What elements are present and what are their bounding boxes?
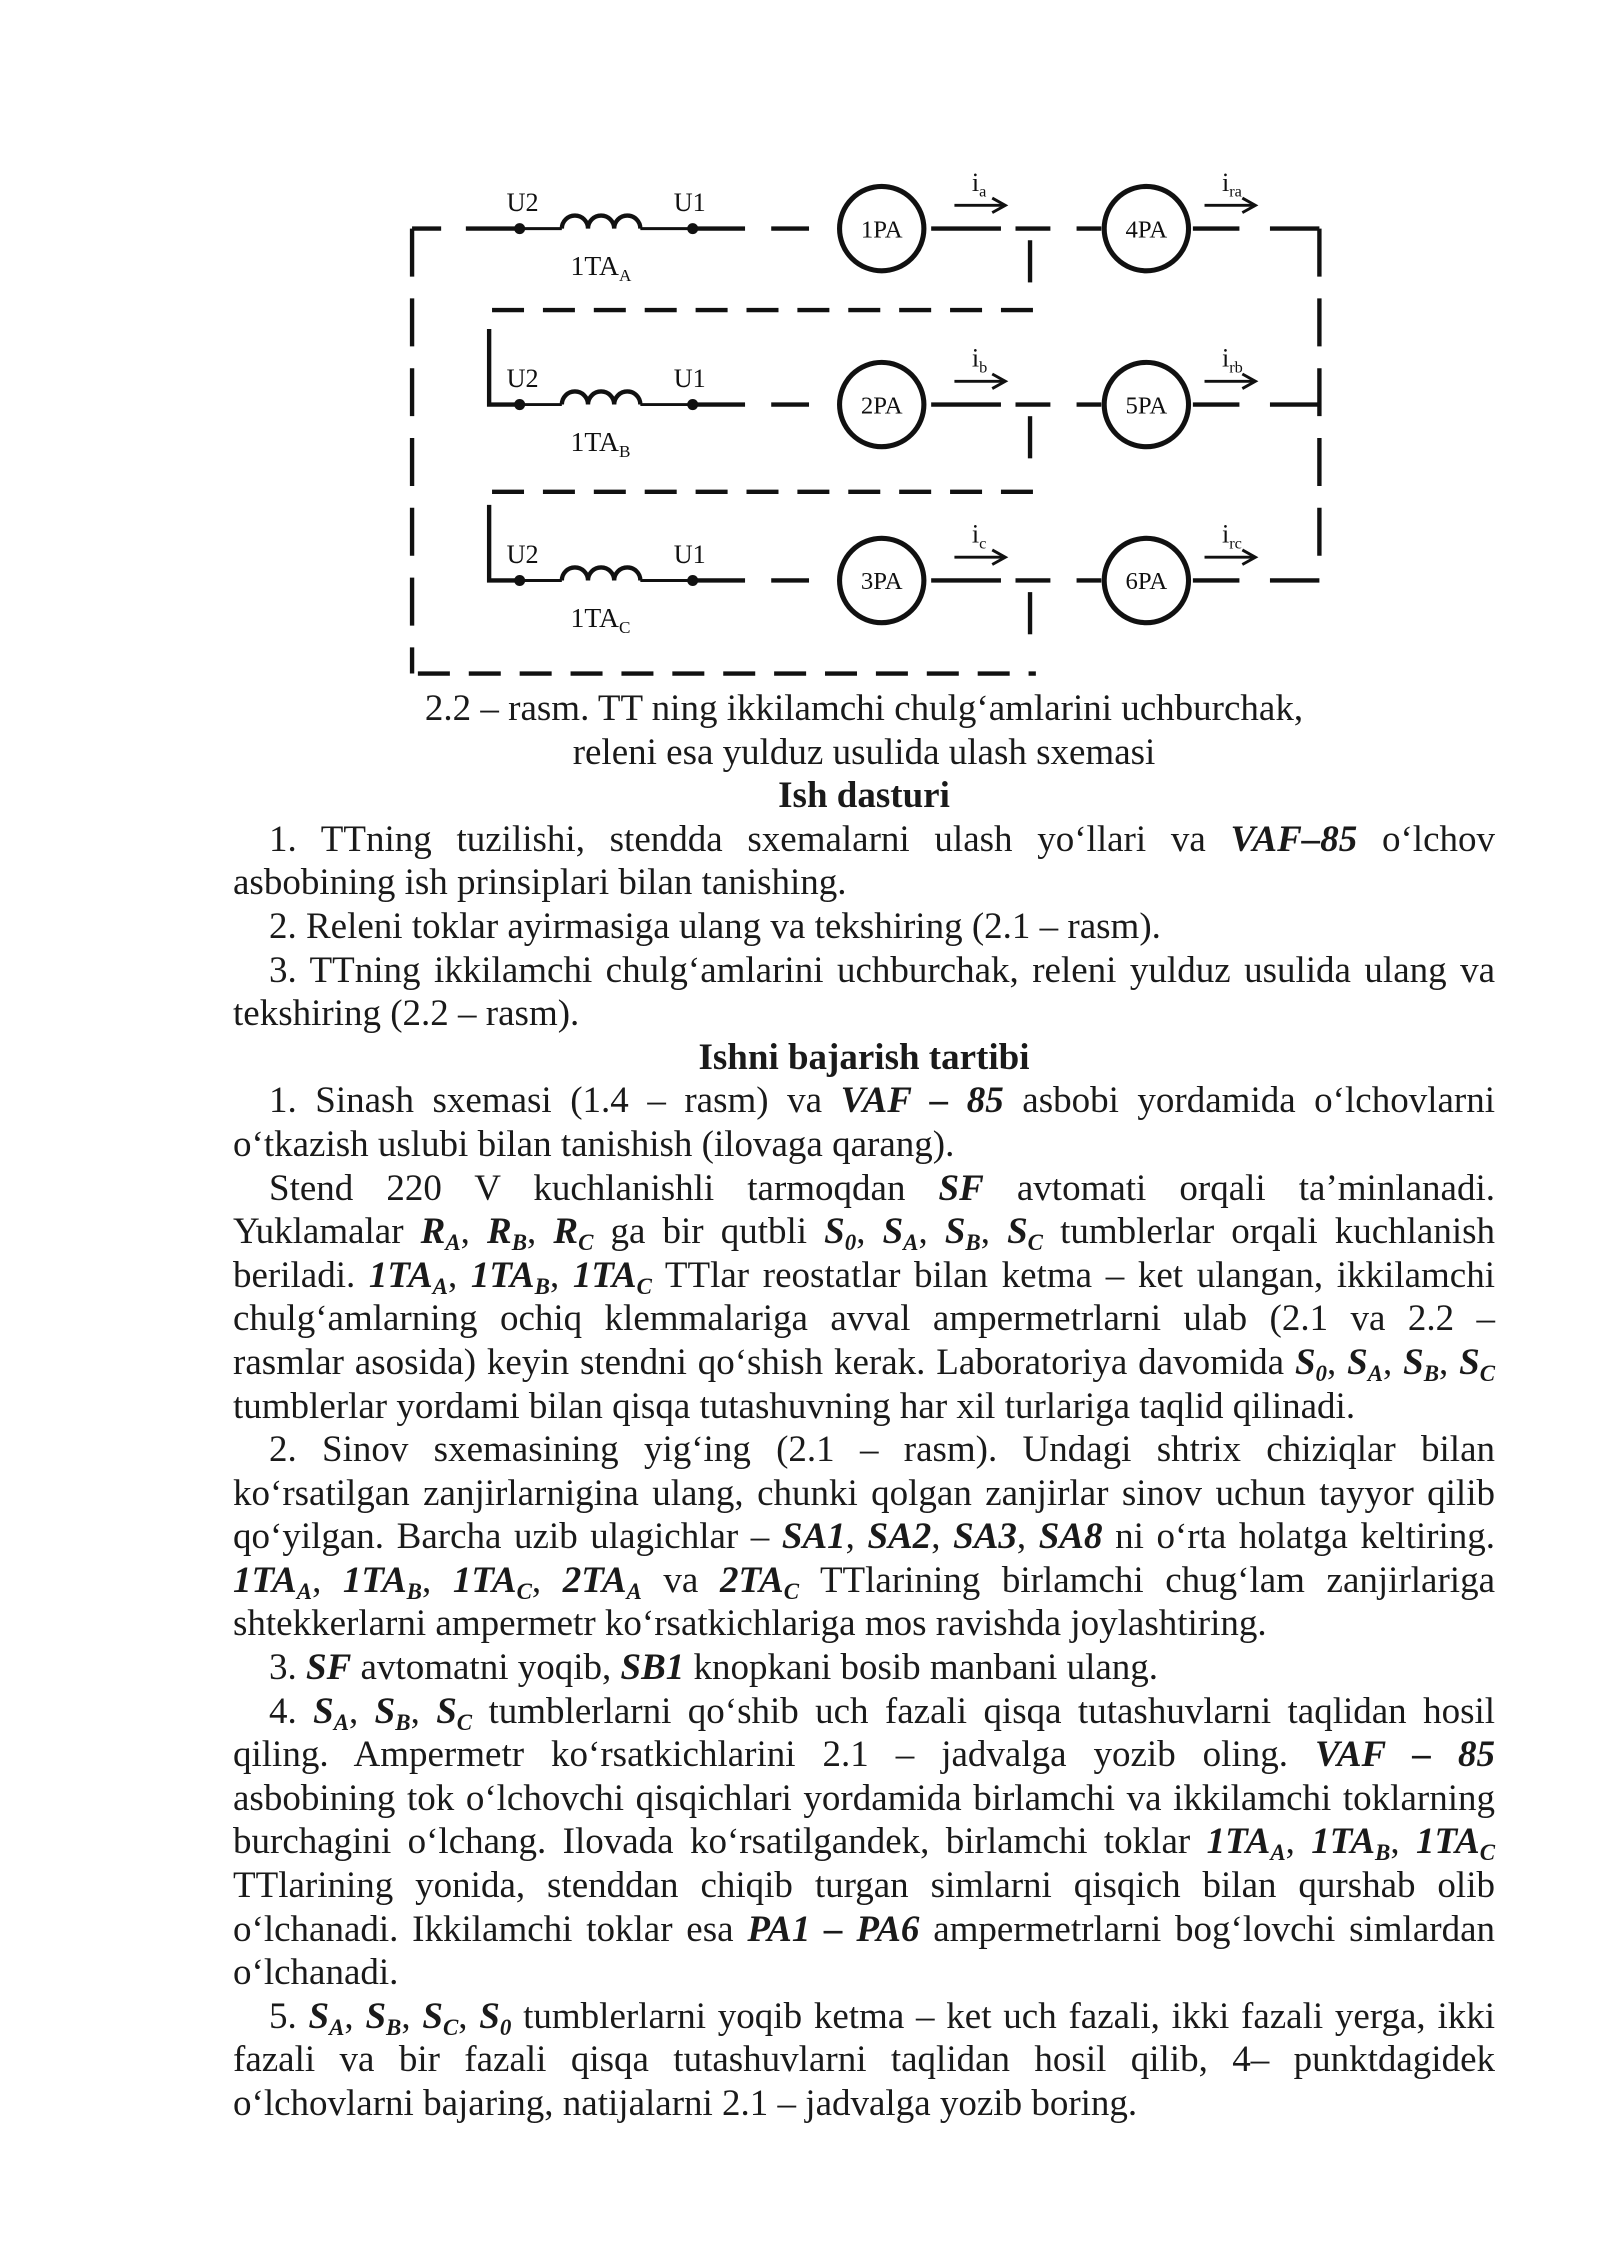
text-run: , [312, 1559, 343, 1601]
paragraph-line [233, 1428, 1495, 1472]
text-run: fazali va bir fazali qisqa tutashuvlarni taqlidan hosil qilib, 4– punktdagidek [233, 2039, 1495, 2081]
current-transformer-label-subscript: B [618, 442, 631, 462]
text-run: o‘tkazish uslubi bilan tanishish (ilovaga qarang). [233, 1123, 955, 1165]
paragraph-line [233, 1515, 1495, 1559]
emphasis-text: 2TA [562, 1559, 627, 1601]
ammeter-label [1126, 216, 1168, 243]
subscript-text: C [516, 1578, 532, 1604]
line-text [233, 993, 579, 1034]
subscript-text: B [1423, 1360, 1440, 1386]
section-heading: Ishni bajarish tartibi [698, 1036, 1030, 1078]
line-text [269, 1995, 1496, 2040]
paragraph-line [233, 1908, 1495, 1952]
emphasis-text: SA3 [953, 1516, 1017, 1558]
winding-terminal-label-main: U1 [673, 540, 706, 570]
text-run: TTlarining birlamchi chug‘lam zanjirlariga [799, 1559, 1495, 1601]
text-run: 2. Releni toklar ayirmasiga ulang va tekshiring (2.1 – rasm). [269, 905, 1161, 947]
emphasis-text: S [1347, 1341, 1368, 1383]
subscript-text: B [511, 1230, 528, 1255]
current-transformer-label [571, 602, 631, 637]
text-run: tumblerlarni yoqib ketma – ket uch fazali, ikki fazali yerga, ikki [511, 1995, 1496, 2037]
text-run: asbobining tok o‘lchovchi qisqichlari yordamida birlamchi va ikkilamchi toklarning [233, 1777, 1495, 1819]
line-text [233, 1559, 1495, 1604]
text-run: 1. TTning tuzilishi, stendda sxemalarni ulash yo‘llari va [269, 818, 1231, 860]
section-heading: Ish dasturi [778, 775, 950, 817]
current-transformer-label-subscript: A [618, 266, 632, 286]
line-text [233, 1254, 1495, 1299]
ammeter-label [861, 568, 903, 595]
line-text [233, 2039, 1495, 2080]
current-label-main: i [1221, 167, 1230, 197]
paragraph-line [233, 1733, 1495, 1777]
line-text [233, 1778, 1495, 1819]
text-run: tekshiring (2.2 – rasm). [233, 993, 580, 1035]
text-run: o‘lchov [1357, 818, 1495, 860]
text-run: , [1390, 1821, 1416, 1863]
line-text [269, 819, 1495, 860]
ammeter-label-main: 4PA [1125, 216, 1168, 244]
circuit-row [489, 505, 1319, 637]
text-run: Stend 220 V kuchlanishli tarmoqdan [269, 1167, 939, 1209]
transformer-winding [562, 391, 641, 404]
emphasis-text: SA1 [781, 1516, 846, 1558]
subscript-text: A [903, 1230, 919, 1255]
subscript-text: C [456, 1709, 473, 1735]
line-text [269, 1690, 1496, 1735]
ammeter-label-main: 2PA [860, 392, 903, 420]
emphasis-text: SF [938, 1167, 984, 1209]
emphasis-text: S [824, 1211, 845, 1253]
emphasis-text: S [365, 1995, 387, 2037]
emphasis-text: S [1007, 1211, 1028, 1253]
paragraph-line [233, 1341, 1495, 1385]
winding-terminal-label-main: U2 [506, 364, 539, 394]
line-text [233, 1298, 1495, 1339]
text-run: avtomati orqali ta’minlanadi. [983, 1167, 1495, 1209]
text-run: , [410, 1690, 437, 1732]
line-text [269, 906, 1161, 947]
emphasis-text: S [422, 1995, 443, 2037]
text-run: , [460, 1211, 488, 1253]
text-body [233, 687, 1495, 2126]
emphasis-text: 1TA [368, 1254, 433, 1296]
circuit-row [489, 329, 1319, 461]
emphasis-text: SF [306, 1647, 352, 1689]
paragraph-line [233, 1559, 1495, 1603]
emphasis-text: SA2 [867, 1516, 932, 1558]
emphasis-text: 1TA [452, 1559, 517, 1601]
line-text [233, 1734, 1495, 1775]
ammeter-label [861, 216, 903, 243]
winding-terminal-label [674, 540, 706, 569]
line-text [233, 1341, 1496, 1386]
winding-terminal-label-main: U1 [673, 364, 706, 394]
current-label-subscript: b [979, 357, 988, 377]
line-text [269, 1429, 1495, 1470]
text-run: ampermetrlarni bog‘lovchi simlardan [919, 1908, 1495, 1950]
line-text [233, 2083, 1137, 2124]
current-label [1222, 168, 1242, 201]
current-label [972, 168, 987, 201]
subscript-text: B [1375, 1840, 1391, 1866]
text-run: TTlar reostatlar bilan ketma – ket ulangan, ikkilamchi [651, 1254, 1495, 1296]
text-run: , [1327, 1341, 1348, 1383]
current-label-main: i [971, 167, 980, 197]
current-label-main: i [971, 519, 980, 549]
subscript-text: B [965, 1230, 981, 1255]
paragraph-line [233, 1210, 1495, 1254]
text-run: , [856, 1211, 883, 1253]
line-text [233, 1952, 398, 1993]
paragraph-line [233, 1079, 1495, 1123]
paragraph-line [233, 1167, 1495, 1211]
text-run: , [1285, 1821, 1312, 1863]
text-run: va [641, 1559, 720, 1601]
line-text [269, 1647, 1158, 1688]
line-text [269, 1168, 1495, 1209]
text-run: , [549, 1254, 573, 1296]
text-run: tumblerlar orqali kuchlanish [1042, 1211, 1496, 1253]
paragraph-line [233, 949, 1495, 993]
ammeter-label [1126, 392, 1168, 419]
subscript-text: A [329, 2014, 345, 2040]
ammeter-label-main: 6PA [1125, 568, 1168, 596]
line-text [233, 1603, 1267, 1644]
emphasis-text: SA8 [1038, 1516, 1103, 1558]
winding-terminal-label [674, 364, 706, 393]
subscript-text: C [783, 1578, 800, 1604]
text-run: rasmlar asosida) keyin stendni qo‘shish kerak. Laboratoriya davomida [233, 1341, 1295, 1383]
text-run: , [845, 1516, 868, 1558]
paragraph-line [233, 1472, 1495, 1516]
emphasis-text: R [420, 1211, 446, 1253]
current-label-subscript: a [979, 181, 987, 201]
emphasis-text: 1TA [342, 1559, 407, 1601]
emphasis-text: SB1 [620, 1647, 685, 1689]
figure-caption-line: releni esa yulduz usulida ulash sxemasi [572, 731, 1156, 773]
text-run: 2. Sinov sxemasining yig‘ing (2.1 – rasm). Undagi shtrix chiziqlar bilan [269, 1429, 1495, 1471]
paragraph-line [233, 992, 1495, 1036]
emphasis-text: R [553, 1211, 579, 1253]
text-run: o‘lchanadi. [233, 1952, 399, 1994]
winding-terminal-label-main: U2 [506, 540, 539, 570]
subscript-text: 0 [499, 2014, 512, 2040]
current-label [1222, 520, 1242, 553]
text-run: , [401, 1995, 423, 2037]
emphasis-text: VAF – 85 [1314, 1734, 1495, 1776]
text-run: 5. [269, 1995, 309, 2037]
current-transformer-label-main: 1TA [570, 602, 619, 634]
paragraph-line [233, 1864, 1495, 1908]
line-text [269, 1080, 1495, 1121]
subscript-text: C [1027, 1230, 1043, 1255]
winding-terminal-label [507, 540, 539, 569]
paragraph-line [233, 861, 1495, 905]
current-transformer-label-main: 1TA [570, 250, 619, 282]
paragraph-line [233, 1602, 1495, 1646]
line-text [233, 1865, 1495, 1906]
text-run: , [344, 1995, 366, 2037]
line-text [233, 1473, 1495, 1514]
transformer-winding [562, 216, 641, 229]
emphasis-text: 1TA [233, 1559, 297, 1601]
subscript-text: B [386, 2014, 402, 2040]
text-run: , [1439, 1341, 1460, 1383]
text-run: , [931, 1516, 954, 1558]
emphasis-text: R [487, 1211, 512, 1253]
emphasis-text: 1TA [1415, 1821, 1480, 1863]
winding-terminal-label [507, 188, 539, 217]
ammeter-label [1126, 568, 1168, 595]
current-label [1222, 344, 1243, 377]
winding-terminal-label [674, 188, 706, 217]
line-text [269, 950, 1495, 991]
text-run: 4. [269, 1690, 314, 1732]
current-transformer-label [571, 426, 631, 461]
emphasis-text: PA1 – PA6 [747, 1908, 920, 1950]
current-label-main: i [1221, 343, 1230, 373]
line-text [233, 1516, 1495, 1557]
text-run: , [531, 1559, 563, 1601]
subscript-text: A [432, 1273, 448, 1299]
text-run: 3. TTning ikkilamchi chulg‘amlarini uchburchak, releni yulduz usulida ulang va [269, 949, 1495, 991]
circuit-frame [412, 229, 1319, 674]
text-run: tumblerlar yordami bilan qisqa tutashuvning har xil turlariga taqlid qilinadi. [233, 1385, 1356, 1427]
current-label [972, 344, 987, 377]
emphasis-text: S [1294, 1341, 1316, 1383]
line-text [233, 1386, 1355, 1427]
text-run: 1. Sinash sxemasi (1.4 – rasm) va [269, 1080, 841, 1122]
text-run: ko‘rsatilgan zanjirlarnigina ulang, chunki qolgan zanjirlar sinov uchun tayyor qilib [233, 1472, 1495, 1514]
emphasis-text: S [944, 1211, 966, 1253]
text-run: , [349, 1690, 375, 1732]
ammeter-label-main: 1PA [860, 216, 903, 244]
text-run: shtekkerlarni ampermetr ko‘rsatkichlariga mos ravishda joylashtiring. [233, 1603, 1267, 1645]
emphasis-text: 1TA [1311, 1821, 1376, 1863]
current-label-subscript: ra [1229, 181, 1242, 201]
text-run: , [918, 1211, 945, 1253]
line-text [233, 1821, 1496, 1866]
subscript-text: C [1479, 1360, 1496, 1386]
text-run: tumblerlarni qo‘shib uch fazali qisqa tutashuvlarni taqlidan hosil [472, 1690, 1496, 1732]
paragraph-line [233, 1123, 1495, 1167]
current-transformer-label-subscript: C [618, 618, 631, 638]
emphasis-text: 1TA [1206, 1821, 1271, 1863]
text-run: , [527, 1211, 554, 1253]
figure-caption-line: 2.2 – rasm. TT ning ikkilamchi chulg‘amlarini uchburchak, [424, 688, 1304, 729]
paragraph-line [233, 905, 1495, 949]
ammeter-label [861, 392, 903, 419]
subscript-text: A [626, 1578, 642, 1604]
subscript-text: C [442, 2014, 459, 2040]
paragraph-line [233, 1995, 1495, 2039]
subscript-text: C [578, 1230, 594, 1255]
text-run: qiling. Ampermetr ko‘rsatkichlarini 2.1 – jadvalga yozib oling. [233, 1734, 1315, 1776]
emphasis-text: VAF–85 [1230, 818, 1358, 860]
text-run: burchagini o‘lchang. Ilovada ko‘rsatilgandek, birlamchi toklar [233, 1821, 1207, 1863]
emphasis-text: S [313, 1690, 334, 1732]
text-run: , [1383, 1341, 1404, 1383]
winding-terminal-label [507, 364, 539, 393]
text-run: knopkani bosib manbani ulang. [684, 1647, 1159, 1689]
current-transformer-label [571, 250, 632, 285]
text-run: asbobi yordamida o‘lchovlarni [1003, 1080, 1496, 1122]
text-run: 3. [269, 1647, 306, 1689]
subscript-text: C [1479, 1840, 1496, 1866]
text-run: , [458, 1995, 480, 2037]
current-label-subscript: rb [1229, 357, 1243, 377]
emphasis-text: S [882, 1211, 904, 1253]
circuit-diagram [393, 153, 1353, 691]
emphasis-text: S [436, 1690, 457, 1732]
paragraph-line [233, 1385, 1495, 1429]
subscript-text: 0 [1315, 1360, 1327, 1386]
text-run: o‘lchanadi. Ikkilamchi toklar esa [233, 1908, 748, 1950]
emphasis-text: 2TA [719, 1559, 784, 1601]
emphasis-text: S [308, 1995, 330, 2037]
text-run: TTlarining yonida, stenddan chiqib turgan simlarni qisqich bilan qurshab olib [233, 1865, 1495, 1907]
text-run: Yuklamalar [233, 1211, 421, 1253]
current-label-subscript: c [979, 533, 987, 553]
line-text [233, 1909, 1495, 1950]
subscript-text: A [1270, 1840, 1286, 1866]
text-run: , [1016, 1516, 1039, 1558]
paragraph-line [233, 2038, 1495, 2082]
emphasis-text: S [1459, 1341, 1480, 1383]
emphasis-text: S [374, 1690, 396, 1732]
current-label-subscript: rc [1229, 533, 1242, 553]
current-label-main: i [971, 343, 980, 373]
winding-terminal-label-main: U1 [673, 188, 706, 218]
ammeter-label-main: 5PA [1125, 392, 1168, 420]
subscript-text: C [636, 1273, 652, 1299]
text-run: qo‘yilgan. Barcha uzib ulagichlar – [233, 1516, 782, 1558]
paragraph-line [233, 1820, 1495, 1864]
paragraph-line [233, 1690, 1495, 1734]
current-label [972, 520, 987, 553]
line-text [233, 1211, 1496, 1255]
paragraph-line [233, 1254, 1495, 1298]
subscript-text: A [296, 1578, 313, 1604]
ammeter-label-main: 3PA [860, 568, 903, 596]
paragraph-line [233, 1646, 1495, 1690]
text-run: , [421, 1559, 453, 1601]
paragraph-line [233, 1777, 1495, 1821]
text-run: ga bir qutbli [593, 1211, 825, 1253]
text-run: chulg‘amlarning ochiq klemmalariga avval ampermetrlarni ulab (2.1 va 2.2 – [233, 1298, 1495, 1340]
transformer-winding [562, 567, 641, 580]
text-run: ni o‘rta holatga keltiring. [1102, 1516, 1496, 1558]
subscript-text: A [333, 1709, 350, 1735]
text-run: asbobining ish prinsiplari bilan tanishing. [233, 862, 847, 904]
text-run: beriladi. [233, 1254, 369, 1296]
text-run: o‘lchovlarni bajaring, natijalarni 2.1 – jadvalga yozib boring. [233, 2083, 1138, 2124]
text-run: , [980, 1211, 1008, 1253]
subscript-text: B [406, 1578, 422, 1604]
subscript-text: 0 [844, 1230, 857, 1255]
emphasis-text: 1TA [572, 1254, 637, 1296]
subscript-text: B [395, 1709, 411, 1735]
circuit-row [466, 168, 1320, 285]
text-run: avtomatni yoqib, [351, 1647, 621, 1689]
subscript-text: A [1367, 1360, 1384, 1386]
paragraph-line [233, 1297, 1495, 1341]
current-transformer-label-main: 1TA [570, 426, 619, 458]
text-run: , [447, 1254, 471, 1296]
emphasis-text: S [479, 1995, 500, 2037]
paragraph-line [233, 2082, 1495, 2126]
subscript-text: B [534, 1273, 550, 1299]
current-label-main: i [1221, 519, 1230, 549]
emphasis-text: S [1403, 1341, 1424, 1383]
emphasis-text: 1TA [470, 1254, 535, 1296]
winding-terminal-label-main: U2 [506, 188, 539, 218]
emphasis-text: VAF – 85 [840, 1080, 1004, 1122]
line-text [233, 862, 847, 903]
subscript-text: A [445, 1230, 461, 1255]
paragraph-line [233, 1951, 1495, 1995]
line-text [233, 1124, 954, 1165]
paragraph-line [233, 818, 1495, 862]
